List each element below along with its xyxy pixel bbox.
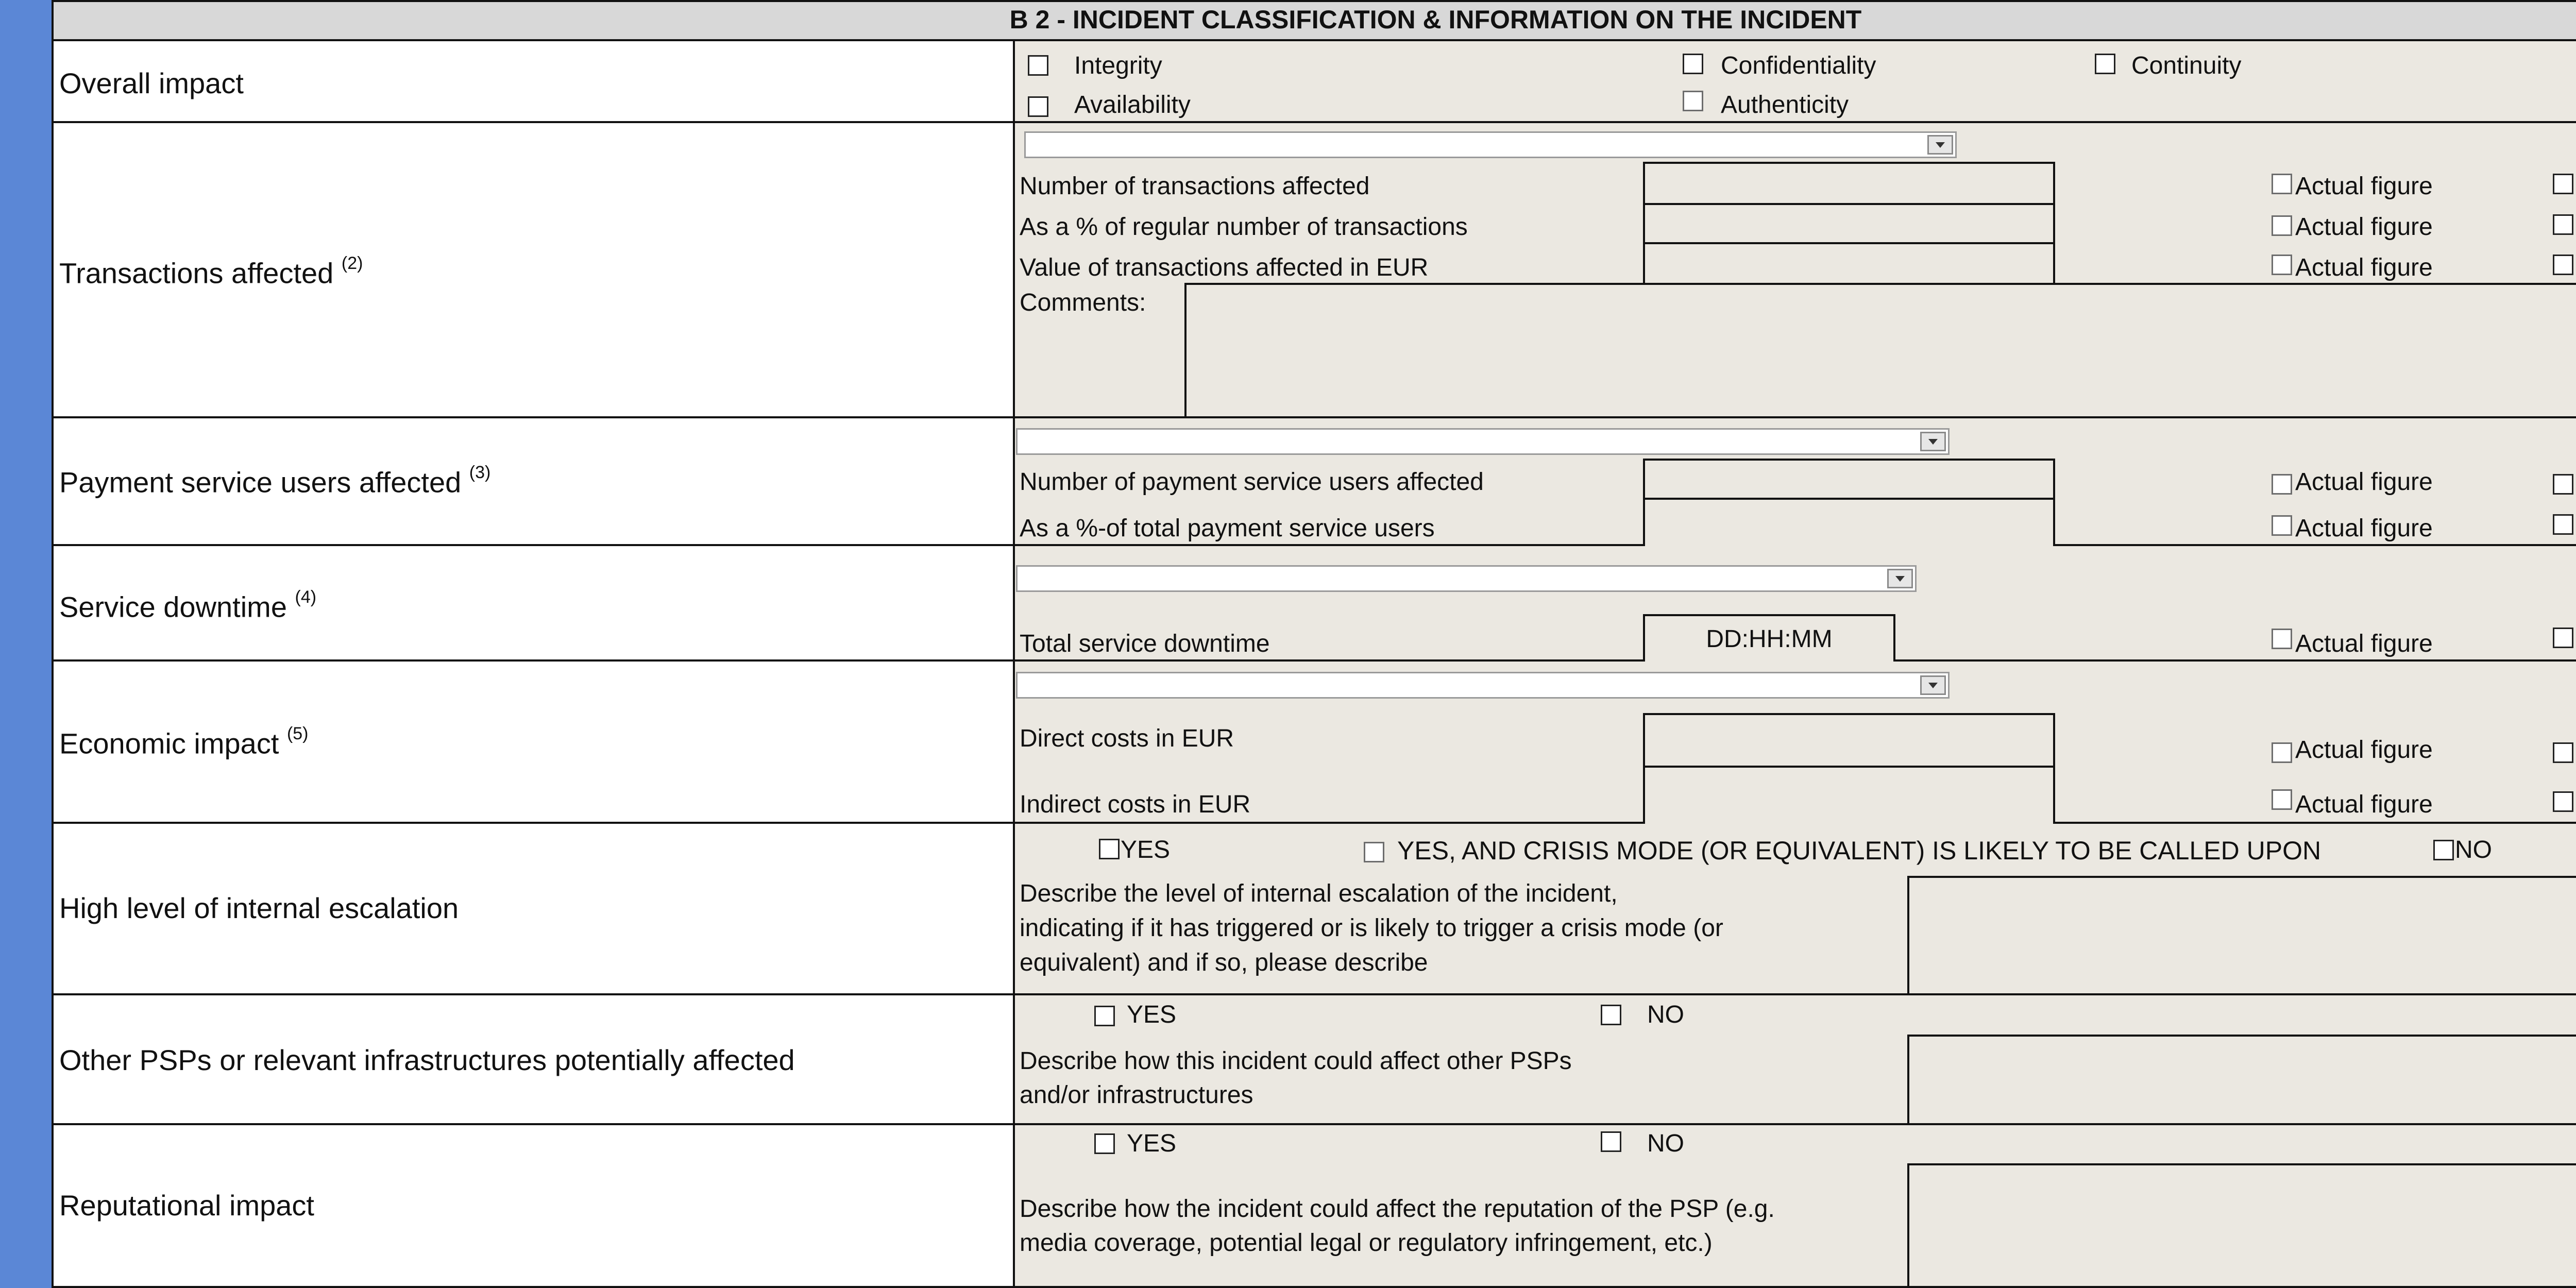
downtime-input[interactable]	[1643, 614, 1895, 662]
confidentiality-checkbox[interactable]	[1683, 54, 1703, 74]
escalation-no-checkbox[interactable]	[2433, 840, 2454, 860]
actual-figure-checkbox[interactable]	[2272, 742, 2292, 763]
reputational-yes-checkbox[interactable]	[1094, 1133, 1115, 1154]
other-psps-description-textarea[interactable]	[1907, 1035, 2576, 1125]
actual-figure-label: Actual figure	[2295, 213, 2433, 241]
reputational-description-textarea[interactable]	[1907, 1163, 2576, 1288]
escalation-describe-line3: equivalent) and if so, please describe	[1020, 949, 1428, 976]
actual-figure-checkbox[interactable]	[2272, 215, 2292, 236]
other-psps-no-checkbox[interactable]	[1601, 1005, 1621, 1025]
reputational-no-checkbox[interactable]	[1601, 1131, 1621, 1152]
economic-select[interactable]	[1016, 672, 1950, 699]
continuity-label: Continuity	[2131, 52, 2242, 79]
economic-impact-label: Economic impact $^{(5)}$	[59, 724, 309, 760]
service-downtime-label: Service downtime $^{(4)}$	[59, 587, 317, 623]
transactions-value-input[interactable]	[1643, 242, 2055, 286]
chevron-down-icon[interactable]	[1920, 432, 1946, 451]
section-title: B 2 - INCIDENT CLASSIFICATION & INFORMATION ON THE INCIDENT	[1009, 5, 1862, 34]
reputational-describe-line1: Describe how the incident could affect the reputation of the PSP (e.g.	[1020, 1195, 1775, 1223]
authenticity-label: Authenticity	[1721, 91, 1849, 118]
continuity-checkbox[interactable]	[2095, 54, 2115, 74]
transactions-percent-label: As a % of regular number of transactions	[1020, 213, 1468, 241]
estimation-checkbox[interactable]	[2553, 628, 2573, 648]
psu-affected-label: Payment service users affected $^{(3)}$	[59, 463, 491, 499]
transactions-affected-label: Transactions affected $^{(2)}$	[59, 253, 363, 290]
escalation-description-textarea[interactable]	[1907, 876, 2576, 995]
estimation-checkbox[interactable]	[2553, 742, 2573, 763]
psu-percent-input[interactable]	[1643, 498, 2055, 546]
psu-number-input[interactable]	[1643, 459, 2055, 500]
availability-label: Availability	[1074, 91, 1191, 118]
transactions-value-label: Value of transactions affected in EUR	[1020, 254, 1429, 281]
comments-textarea[interactable]	[1184, 283, 2576, 418]
label-column	[53, 41, 1014, 1288]
other-psps-yes-label: YES	[1127, 1001, 1177, 1028]
row-divider	[52, 659, 2576, 662]
actual-figure-label: Actual figure	[2295, 173, 2433, 200]
estimation-checkbox[interactable]	[2553, 174, 2573, 194]
authenticity-checkbox[interactable]	[1683, 91, 1703, 111]
section-header	[53, 0, 2576, 41]
actual-figure-checkbox[interactable]	[2272, 629, 2292, 649]
comments-label: Comments:	[1020, 289, 1146, 316]
availability-checkbox[interactable]	[1028, 96, 1048, 117]
actual-figure-checkbox[interactable]	[2272, 515, 2292, 536]
chevron-down-icon[interactable]	[1920, 675, 1946, 695]
escalation-yes-crisis-checkbox[interactable]	[1364, 842, 1384, 862]
psu-percent-label: As a %-of total payment service users	[1020, 515, 1435, 542]
grid-line	[52, 0, 2576, 2]
actual-figure-label: Actual figure	[2295, 736, 2433, 764]
escalation-yes-crisis-label: YES, AND CRISIS MODE (OR EQUIVALENT) IS LIKELY TO BE CALLED UPON	[1397, 836, 2321, 865]
grid-line	[52, 0, 54, 1288]
escalation-yes-label: YES	[1121, 836, 1171, 863]
actual-figure-label: Actual figure	[2295, 254, 2433, 281]
transactions-select[interactable]	[1024, 131, 1957, 158]
internal-escalation-label: High level of internal escalation	[59, 892, 459, 924]
estimation-checkbox[interactable]	[2553, 255, 2573, 275]
reputational-yes-label: YES	[1127, 1130, 1177, 1157]
integrity-label: Integrity	[1074, 52, 1162, 79]
integrity-checkbox[interactable]	[1028, 55, 1048, 76]
downtime-select[interactable]	[1016, 565, 1917, 592]
total-downtime-label: Total service downtime	[1020, 630, 1270, 657]
confidentiality-label: Confidentiality	[1721, 52, 1876, 79]
actual-figure-checkbox[interactable]	[2272, 255, 2292, 275]
other-psps-describe-line1: Describe how this incident could affect other PSPs	[1020, 1047, 1572, 1075]
left-accent-bar	[0, 0, 53, 1288]
downtime-format-hint: DD:HH:MM	[1706, 625, 1833, 653]
escalation-yes-checkbox[interactable]	[1099, 839, 1120, 859]
grid-line	[1013, 41, 1015, 1288]
actual-figure-checkbox[interactable]	[2272, 474, 2292, 495]
actual-figure-checkbox[interactable]	[2272, 789, 2292, 810]
chevron-down-icon[interactable]	[1887, 569, 1913, 588]
escalation-describe-line1: Describe the level of internal escalation of the incident,	[1020, 880, 1618, 907]
estimation-checkbox[interactable]	[2553, 791, 2573, 812]
indirect-costs-input[interactable]	[1643, 766, 2055, 824]
transactions-percent-input[interactable]	[1643, 203, 2055, 244]
transactions-number-label: Number of transactions affected	[1020, 173, 1370, 200]
row-divider	[52, 121, 2576, 123]
reputational-no-label: NO	[1647, 1130, 1684, 1157]
chevron-down-icon[interactable]	[1927, 135, 1953, 155]
direct-costs-label: Direct costs in EUR	[1020, 725, 1234, 752]
actual-figure-checkbox[interactable]	[2272, 174, 2292, 194]
other-psps-describe-line2: and/or infrastructures	[1020, 1081, 1253, 1109]
indirect-costs-label: Indirect costs in EUR	[1020, 791, 1251, 818]
transactions-number-input[interactable]	[1643, 162, 2055, 205]
escalation-no-label: NO	[2455, 836, 2492, 863]
other-psps-label: Other PSPs or relevant infrastructures potentially affected	[59, 1044, 795, 1076]
actual-figure-label: Actual figure	[2295, 630, 2433, 657]
estimation-checkbox[interactable]	[2553, 514, 2573, 535]
actual-figure-label: Actual figure	[2295, 791, 2433, 818]
estimation-checkbox[interactable]	[2553, 214, 2573, 235]
direct-costs-input[interactable]	[1643, 713, 2055, 768]
estimation-checkbox[interactable]	[2553, 474, 2573, 495]
reputational-impact-label: Reputational impact	[59, 1189, 314, 1222]
psu-select[interactable]	[1016, 428, 1950, 455]
actual-figure-label: Actual figure	[2295, 468, 2433, 496]
escalation-describe-line2: indicating if it has triggered or is likely to trigger a crisis mode (or	[1020, 914, 1723, 942]
other-psps-no-label: NO	[1647, 1001, 1684, 1028]
other-psps-yes-checkbox[interactable]	[1094, 1006, 1115, 1026]
actual-figure-label: Actual figure	[2295, 515, 2433, 542]
reputational-describe-line2: media coverage, potential legal or regulatory infringement, etc.)	[1020, 1229, 1713, 1257]
overall-impact-label: Overall impact	[59, 67, 244, 99]
row-divider	[52, 822, 2576, 824]
psu-number-label: Number of payment service users affected	[1020, 468, 1484, 496]
